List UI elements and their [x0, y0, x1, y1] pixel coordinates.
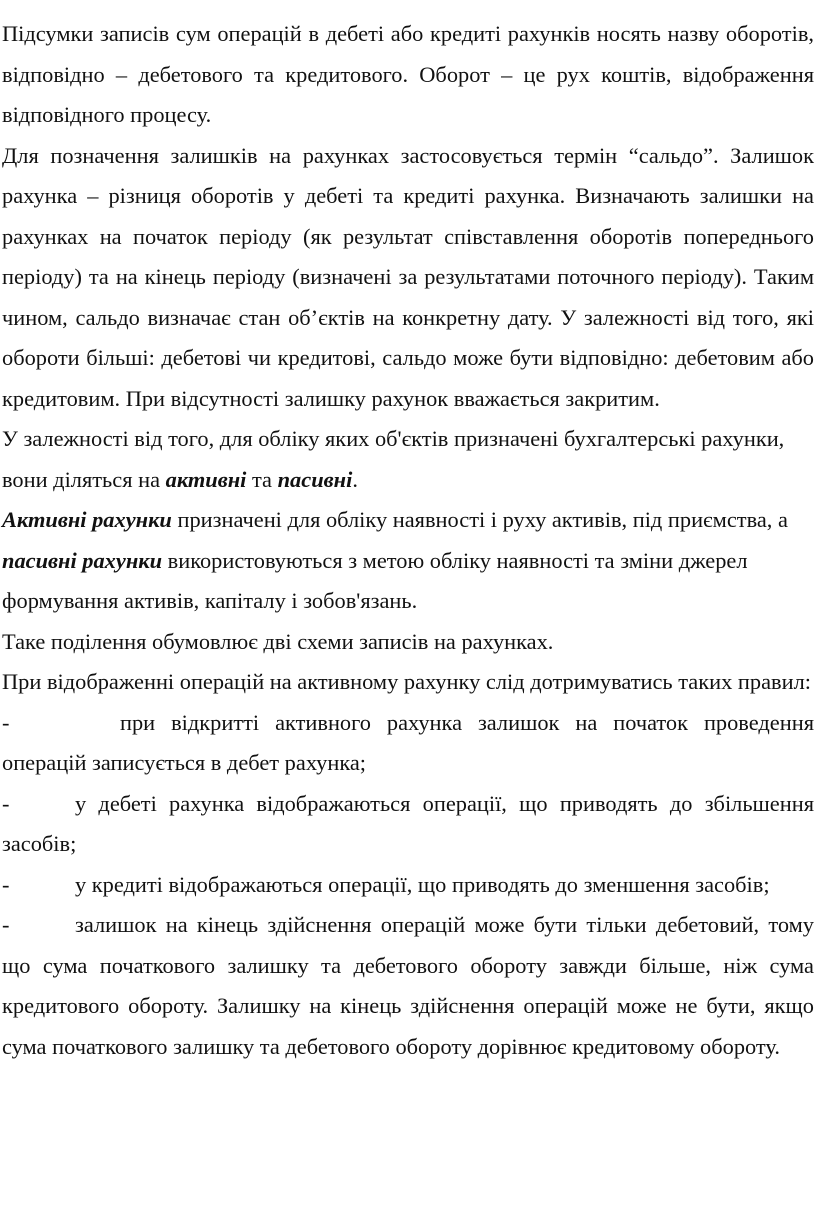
- paragraph-account-types: [2, 419, 814, 500]
- paragraph-turnover: Підсумки записів сум операцій в дебеті або кредиті рахунків носять назву оборотів, відповідно – дебетового та кредитового. Оборот – це рух коштів, відображення відповідного процесу.: [2, 21, 814, 127]
- rule-item: [2, 784, 814, 865]
- period-text: .: [352, 466, 358, 492]
- rule-marker: -: [2, 912, 10, 937]
- rule-item: [2, 703, 814, 784]
- term-active-accounts: Активні рахунки: [2, 507, 172, 532]
- paragraph-account-definitions: [2, 500, 814, 622]
- rule-marker: -: [2, 871, 10, 897]
- document-page: [2, 14, 814, 1067]
- paragraph-rules-intro: При відображенні операцій на активному рахунку слід дотримуватись таких правил:: [2, 669, 811, 694]
- rule-marker: -: [2, 790, 10, 816]
- rule-text: у кредиті відображаються операції, що приводять до зменшення засобів;: [75, 871, 770, 897]
- rule-text: залишок на кінець здійснення операцій може бути тільки дебетовий, тому що сума початкового залишку та дебетового обороту завжди більше, ніж сума кредитового обороту. Залишку на кінець здійснення операцій може не бути, якщо сума початкового залишку та дебетового обороту дорівнює кредитовому обороту.: [2, 912, 814, 1059]
- term-passive-accounts: пасивні рахунки: [2, 547, 163, 573]
- term-active: активні: [165, 466, 247, 492]
- rule-item: [2, 905, 814, 1067]
- paragraph-schemes: Таке поділення обумовлює дві схеми записів на рахунках.: [2, 628, 554, 654]
- term-passive: пасивні: [277, 466, 353, 492]
- account-types-text: У залежності від того, для обліку яких об'єктів призначені бухгалтерські рахунки, вони діляться на: [2, 426, 785, 492]
- definition-middle-text: призначені для обліку наявності і руху активів, під приємства, а: [171, 507, 788, 532]
- rule-item: [2, 865, 814, 906]
- rule-text: при відкритті активного рахунка залишок на початок проведення операцій записується в дебет рахунка;: [2, 709, 814, 775]
- conjunction-text: та: [246, 466, 278, 492]
- paragraph-saldo: Для позначення залишків на рахунках застосовується термін “сальдо”. Залишок рахунка – різниця оборотів у дебеті та кредиті рахунка. Визначають залишки на рахунках на початок періоду (як результат співставлення оборотів попереднього періоду) та на кінець періоду (визначені за результатами поточного періоду). Таким чином, сальдо визначає стан об’єктів на конкретну дату. У залежності від того, які обороти більші: дебетові чи кредитові, сальдо може бути відповідно: дебетовим або кредитовим. При відсутності залишку рахунок вважається закритим.: [2, 142, 814, 411]
- rule-text: у дебеті рахунка відображаються операції, що приводять до збільшення засобів;: [2, 790, 814, 856]
- rule-marker: -: [2, 709, 10, 735]
- definition-end-text: використовуються з метою обліку наявності та зміни джерел формування активів, капіталу і зобов'язань.: [2, 547, 748, 613]
